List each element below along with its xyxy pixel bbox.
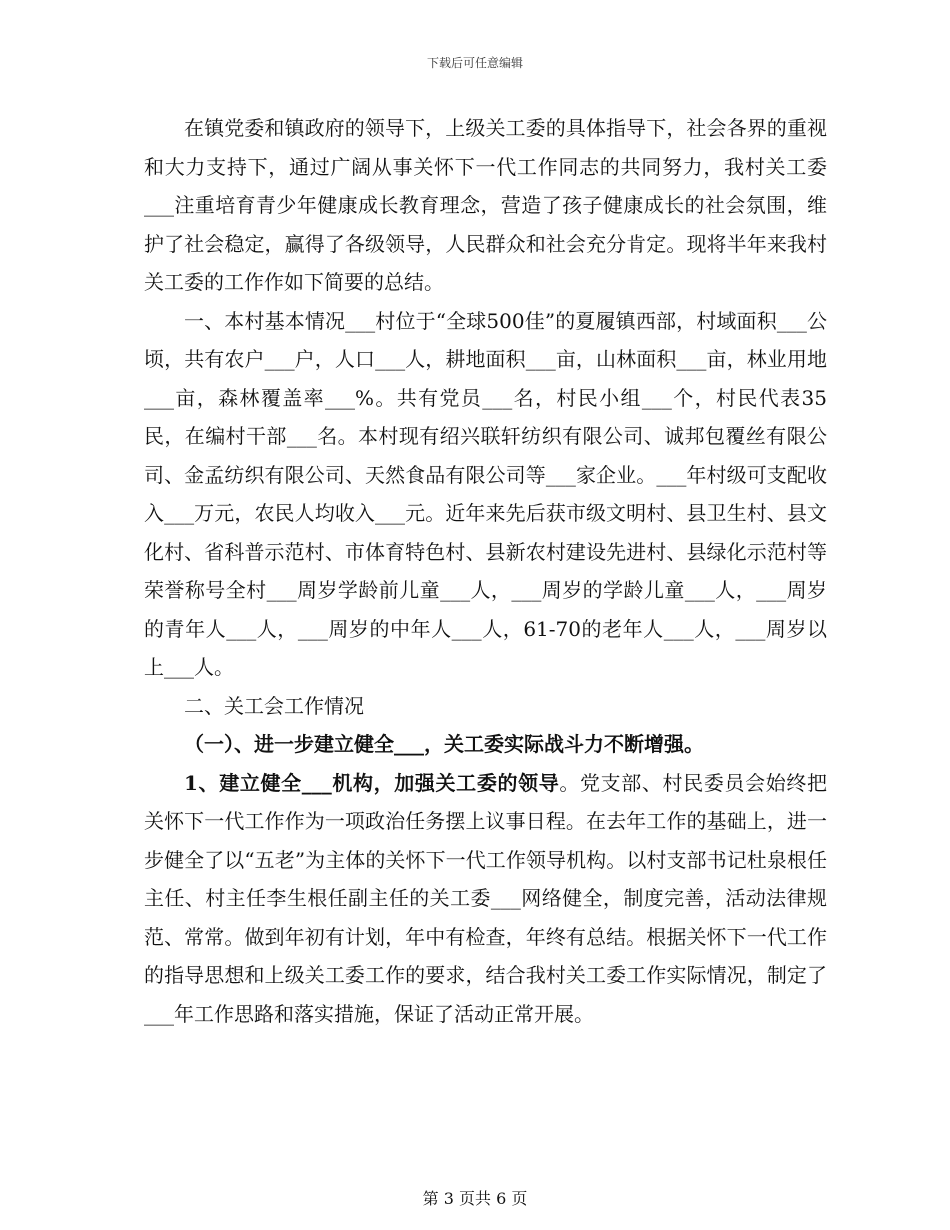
organization-paragraph-text: 。党支部、村民委员会始终把关怀下一代工作作为一项政治任务摆上议事日程。在去年工作的基础上，进一步健全了以“五老”为主体的关怀下一代工作领导机构。以村支部书记杜泉根任主任、村主任李生根任副主任的关工委___网络健全，制度完善，活动法律规范、常常。做到年初有计划，年中有检查，年终有总结。根据关怀下一代工作的指导思想和上级关工委工作的要求，结合我村关工委工作实际情况，制定了___年工作思路和落实措施，保证了活动正常开展。 [144,770,828,1026]
organization-paragraph [144,764,827,1034]
intro-paragraph: 在镇党委和镇政府的领导下，上级关工委的具体指导下，社会各界的重视和大力支持下，通过广阔从事关怀下一代工作同志的共同努力，我村关工委___注重培育青少年健康成长教育理念，营造了孩子健康成长的社会氛围，维护了社会稳定，赢得了各级领导，人民群众和社会充分肯定。现将半年来我村关工委的工作作如下简要的总结。 [144,116,827,294]
village-info-paragraph: 一、本村基本情况___村位于“全球500佳”的夏履镇西部，村域面积___公顷，共有农户___户，人口___人，耕地面积___亩，山林面积___亩，林业用地___亩，森林覆盖率___%。共有党员___名，村民小组___个，村民代表35民，在编村干部___名。本村现有绍兴联轩纺织有限公司、诚邦包覆丝有限公司、金孟纺织有限公司、天然食品有限公司等___家企业。___年村级可支配收入___万元，农民人均收入___元。近年来先后获市级文明村、县卫生村、县文化村、省科普示范村、市体育特色村、县新农村建设先进村、县绿化示范村等荣誉称号全村___周岁学龄前儿童___人，___周岁的学龄儿童___人，___周岁的青年人___人，___周岁的中年人___人，61-70的老年人___人，___周岁以上___人。 [144,308,827,679]
document-body [144,109,827,1033]
page-header: 下载后可任意编辑 [426,56,523,70]
section-heading: 二、关工会工作情况 [184,693,364,718]
organization-paragraph-lead: 1、建立健全___机构，加强关工委的领导 [184,770,560,795]
page-footer: 第 3 页共 6 页 [422,1189,528,1208]
subsection-heading: （一）、进一步建立健全___，关工委实际战斗力不断增强。 [184,732,704,756]
